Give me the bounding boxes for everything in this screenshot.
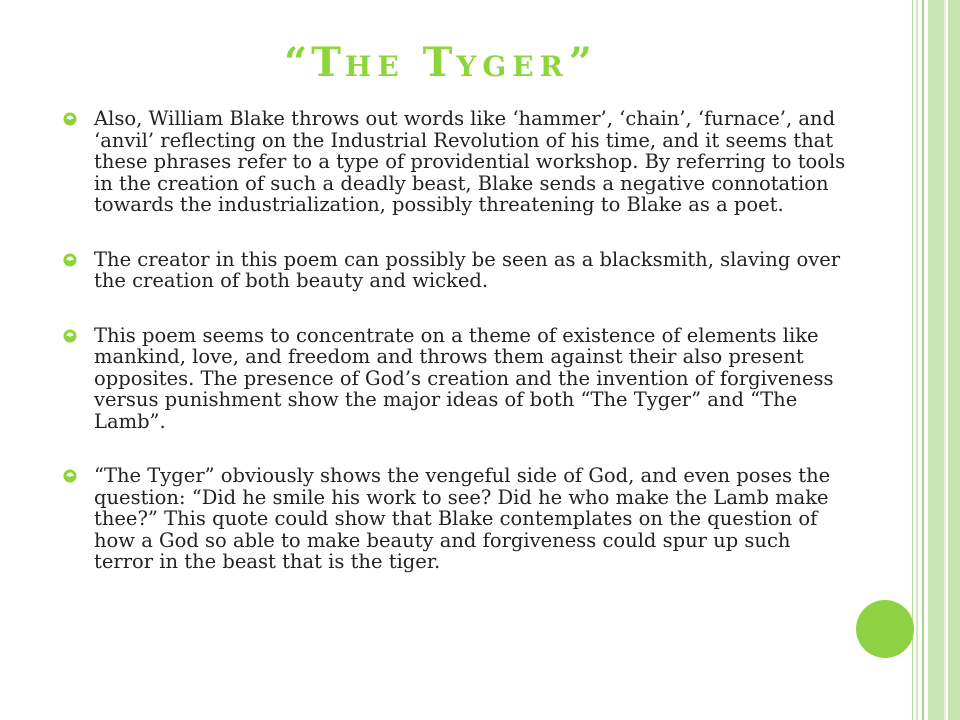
bullet-item xyxy=(60,108,850,216)
bullet-item xyxy=(60,249,850,292)
decorative-green-circle xyxy=(856,600,914,658)
hook-bullet-icon xyxy=(62,252,78,268)
bullet-text: The creator in this poem can possibly be seen as a blacksmith, slaving over the creation of both beauty and wicked. xyxy=(94,247,841,292)
hook-bullet-icon xyxy=(62,468,78,484)
hook-bullet-icon xyxy=(62,328,78,344)
bullet-item xyxy=(60,465,850,573)
bullet-list xyxy=(60,108,850,606)
right-edge-stripes xyxy=(912,0,960,720)
bullet-text: This poem seems to concentrate on a theme of existence of elements like mankind, love, and freedom and throws them against their also present opposites. The presence of God’s creation and the invention of forgiveness versus punishment show the major ideas of both “The Tyger” and “The Lamb”. xyxy=(94,323,834,433)
slide-title: “THE TYGER” xyxy=(284,39,596,86)
bullet-item xyxy=(60,325,850,433)
hook-bullet-icon xyxy=(62,111,78,127)
bullet-text: “The Tyger” obviously shows the vengeful side of God, and even poses the question: “Did he smile his work to see? Did he who make the Lamb make thee?” This quote could show that Blake contemplates on the question of how a God so able to make beauty and forgiveness could spur up such terror in the beast that is the tiger. xyxy=(94,464,831,573)
bullet-text: Also, William Blake throws out words like ‘hammer’, ‘chain’, ‘furnace’, and ‘anvil’ reflecting on the Industrial Revolution of his time, and it seems that these phrases refer to a type of providential workshop. By referring to tools in the creation of such a deadly beast, Blake sends a negative connotation towards the industrialization, possibly threatening to Blake as a poet. xyxy=(94,107,846,216)
